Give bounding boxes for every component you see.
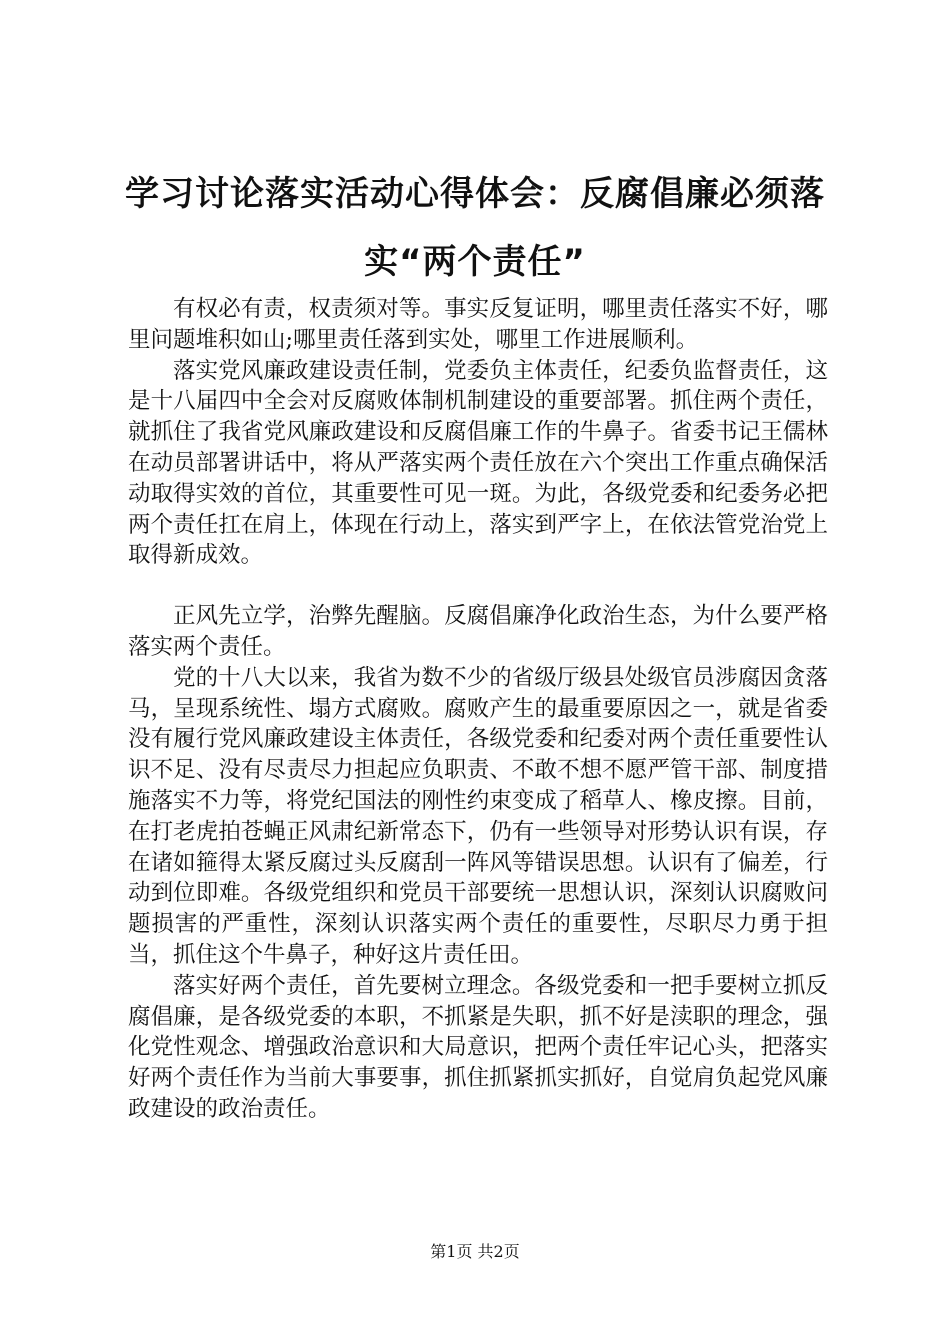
- paragraph-5: 落实好两个责任，首先要树立理念。各级党委和一把手要树立抓反腐倡廉，是各级党委的本职，不抓紧是失职，抓不好是渎职的理念，强化党性观念、增强政治意识和大局意识，把两个责任牢记心头，把落实好两个责任作为当前大事要事，抓住抓紧抓实抓好，自觉肩负起党风廉政建设的政治责任。: [128, 972, 828, 1122]
- page-indicator: 第1页 共2页: [430, 1242, 520, 1261]
- paragraph-1: 有权必有责，权责须对等。事实反复证明，哪里责任落实不好，哪里问题堆积如山;哪里责任落到实处，哪里工作进展顺利。: [128, 296, 828, 353]
- paragraph-3: 正风先立学，治弊先醒脑。反腐倡廉净化政治生态，为什么要严格落实两个责任。: [128, 603, 828, 660]
- paragraph-2: 落实党风廉政建设责任制，党委负主体责任，纪委负监督责任，这是十八届四中全会对反腐败体制机制建设的重要部署。抓住两个责任，就抓住了我省党风廉政建设和反腐倡廉工作的牛鼻子。省委书记王儒林在动员部署讲话中，将从严落实两个责任放在六个突出工作重点确保活动取得实效的首位，其重要性可见一斑。为此，各级党委和纪委务必把两个责任扛在肩上，体现在行动上，落实到严字上，在依法管党治党上取得新成效。: [128, 357, 828, 569]
- document-body: [128, 294, 828, 1125]
- page-footer: [0, 1242, 950, 1262]
- document-title: 学习讨论落实活动心得体会：反腐倡廉必须落实“两个责任”: [125, 174, 825, 282]
- paragraph-4: 党的十八大以来，我省为数不少的省级厅级县处级官员涉腐因贪落马，呈现系统性、塌方式腐败。腐败产生的最重要原因之一，就是省委没有履行党风廉政建设主体责任，各级党委和纪委对两个责任重要性认识不足、没有尽责尽力担起应负职责、不敢不想不愿严管干部、制度措施落实不力等，将党纪国法的刚性约束变成了稻草人、橡皮擦。目前，在打老虎拍苍蝇正风肃纪新常态下，仍有一些领导对形势认识有误，存在诸如箍得太紧反腐过头反腐刮一阵风等错误思想。认识有了偏差，行动到位即难。各级党组织和党员干部要统一思想认识，深刻认识腐败问题损害的严重性，深刻认识落实两个责任的重要性，尽职尽力勇于担当，抓住这个牛鼻子，种好这片责任田。: [128, 664, 828, 968]
